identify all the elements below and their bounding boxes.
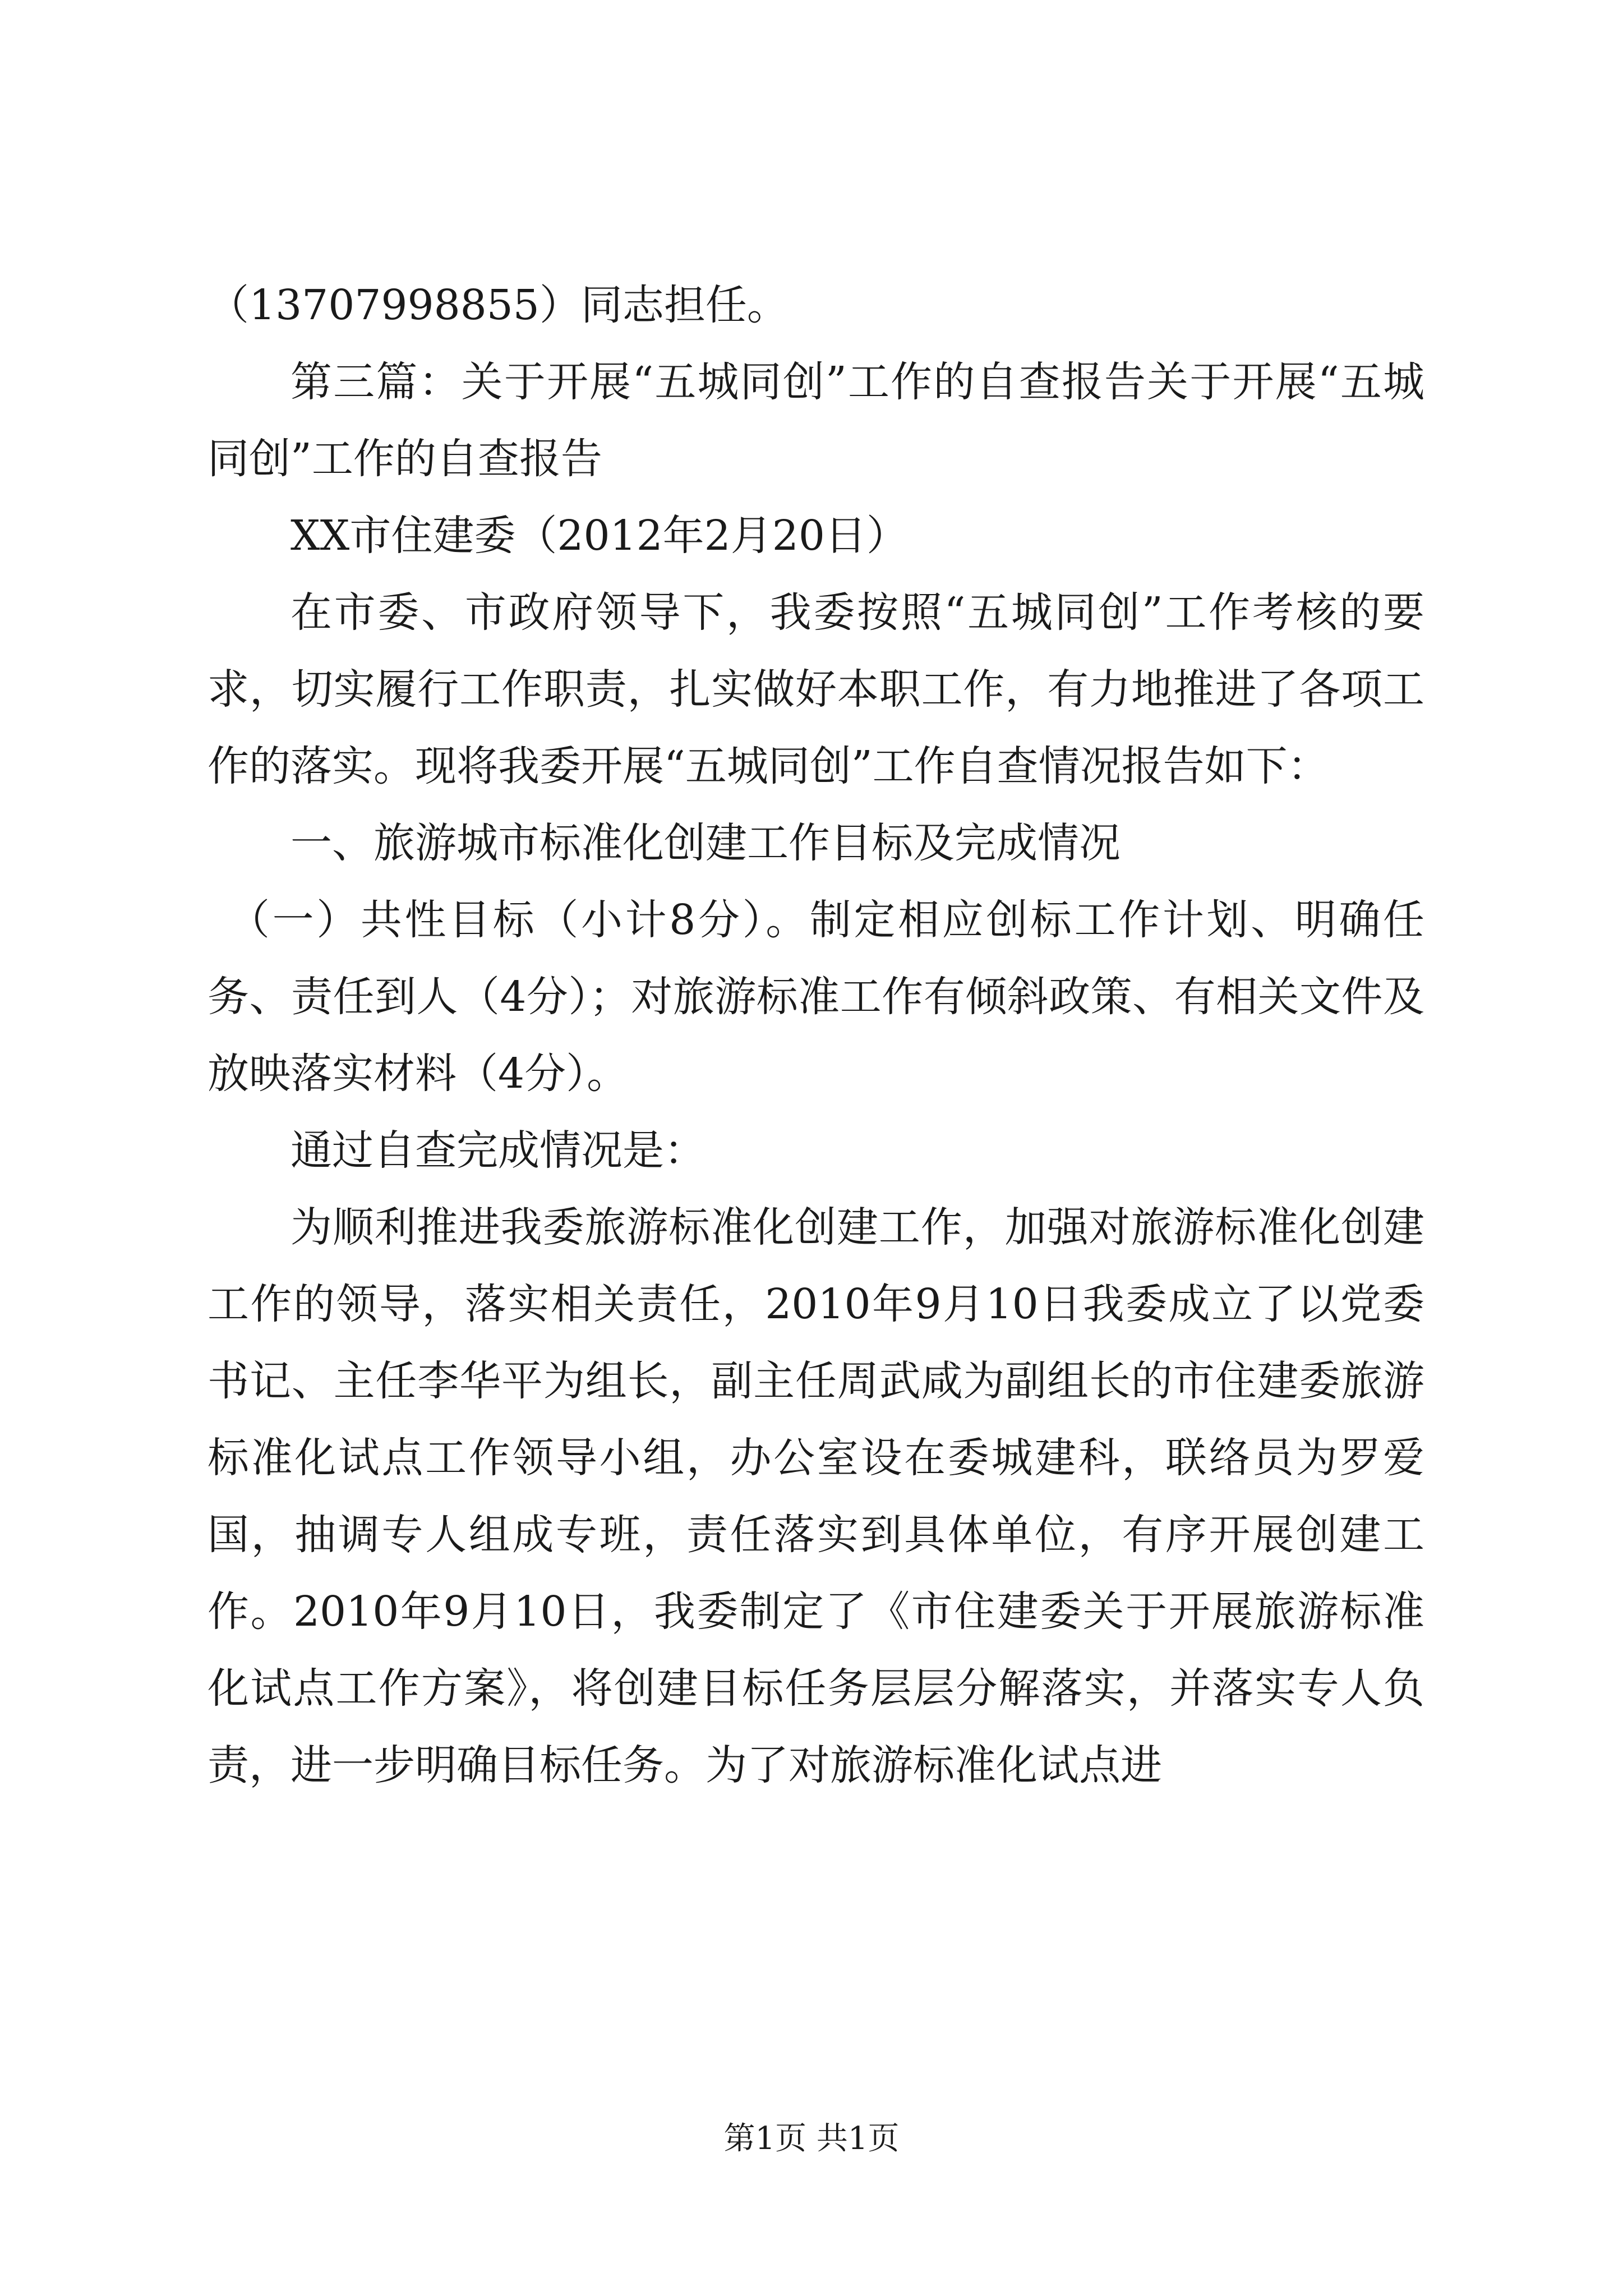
paragraph-author-date: XX市住建委（2012年2月20日）: [291, 512, 908, 560]
paragraph-contact-continuation: （13707998855）同志担任。: [208, 281, 789, 329]
paragraph-heading-one: 一、旅游城市标准化创建工作目标及完成情况: [291, 819, 1121, 867]
paragraph-section-title: 第三篇：关于开展“五城同创”工作的自查报告关于开展“五城同创”工作的自查报告: [208, 358, 1424, 483]
paragraph-self-check-detail: 为顺利推进我委旅游标准化创建工作，加强对旅游标准化创建工作的领导，落实相关责任，2010年9月10日我委成立了以党委书记、主任李华平为组长，副主任周武咸为副组长的市住建委旅游标准化试点工作领导小组，办公室设在委城建科，联络员为罗爱国，抽调专人组成专班，责任落实到具体单位，有序开展创建工作。2010年9月10日，我委制定了《市住建委关于开展旅游标准化试点工作方案》，将创建目标任务层层分解落实，并落实专人负责，进一步明确目标任务。为了对旅游标准化试点进: [208, 1203, 1424, 1789]
document-body: [208, 267, 1424, 1804]
page-footer: [0, 2119, 1623, 2159]
paragraph-intro: 在市委、市政府领导下，我委按照“五城同创”工作考核的要求，切实履行工作职责，扎实做好本职工作，有力地推进了各项工作的落实。现将我委开展“五城同创”工作自查情况报告如下：: [208, 588, 1424, 790]
paragraph-self-check-lead: 通过自查完成情况是：: [291, 1126, 706, 1175]
paragraph-common-goals: （一）共性目标（小计8分）。制定相应创标工作计划、明确任务、责任到人（4分）；对旅游标准工作有倾斜政策、有相关文件及放映落实材料（4分）。: [208, 896, 1424, 1098]
page-number: 第1页 共1页: [723, 2120, 900, 2157]
